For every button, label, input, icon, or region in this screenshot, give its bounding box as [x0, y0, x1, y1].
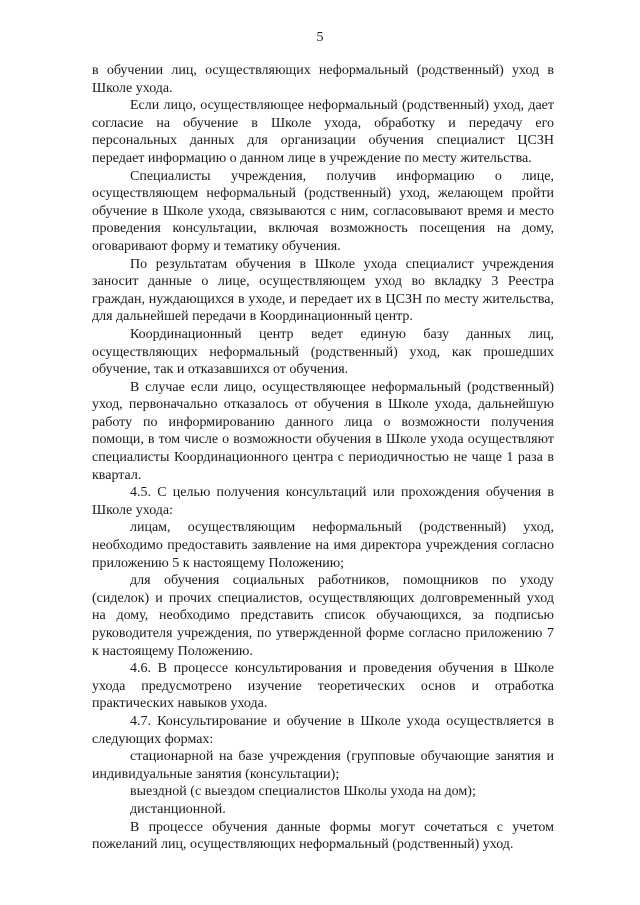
paragraph-continuation: в обучении лиц, осуществляющих неформальный (родственный) уход в Школе ухода.	[92, 63, 554, 96]
page-number: 5	[316, 30, 324, 45]
paragraph-4-5: 4.5. С целью получения консультаций или прохождения обучения в Школе ухода:	[92, 485, 554, 518]
paragraph-4-6: 4.6. В процессе консультирования и проведения обучения в Школе ухода предусмотрено изучение теоретических основ и отработка практических навыков ухода.	[92, 661, 554, 712]
paragraph-refusal: В случае если лицо, осуществляющее неформальный (родственный) уход, первоначально отказалось от обучения в Школе ухода, дальнейшую работу по информированию данного лица о возможности получения помощи, в том числе о возможности обучения в Школе ухода осуществляют специалисты Координационного центра с периодичностью не чаще 1 раза в квартал.	[92, 379, 554, 483]
paragraph-results: По результатам обучения в Школе ухода специалист учреждения заносит данные о лице, осуществляющем уход во вкладку 3 Реестра граждан, нуждающихся в уходе, и передает их в ЦСЗН по месту жительства, для дальнейшей передачи в Координационный центр.	[92, 256, 554, 325]
paragraph-4-5-item-1: лицам, осуществляющим неформальный (родственный) уход, необходимо предоставить заявление на имя директора учреждения согласно приложению 5 к настоящему Положению;	[92, 520, 554, 571]
paragraph-4-7-form-remote: дистанционной.	[130, 801, 226, 817]
paragraph-consent: Если лицо, осуществляющее неформальный (родственный) уход, дает согласие на обучение в Школе ухода, обработку и передачу его персональных данных для организации обучения специалист ЦСЗН передает информацию о данном лице в учреждение по месту жительства.	[92, 98, 554, 166]
paragraph-closing: В процессе обучения данные формы могут сочетаться с учетом пожеланий лиц, осуществляющих неформальный (родственный) уход.	[92, 819, 554, 853]
paragraph-4-7-form-visiting: выездной (с выездом специалистов Школы ухода на дом);	[130, 784, 476, 800]
paragraph-4-7: 4.7. Консультирование и обучение в Школе ухода осуществляется в следующих формах:	[92, 713, 554, 747]
paragraph-coordination-center: Координационный центр ведет единую базу данных лиц, осуществляющих неформальный (родственный) уход, как прошедших обучение, так и отказавшихся от обучения.	[92, 326, 554, 378]
paragraph-4-7-form-stationary: стационарной на базе учреждения (групповые обучающие занятия и индивидуальные занятия (консультации);	[92, 749, 554, 782]
document-body	[92, 62, 554, 854]
paragraph-specialists: Специалисты учреждения, получив информацию о лице, осуществляющем неформальный (родственный) уход, желающем пройти обучение в Школе ухода, связываются с ним, согласовывают время и место проведения консультации, включая возможность посещения на дому, оговаривают форму и тематику обучения.	[92, 168, 554, 254]
paragraph-4-5-item-2: для обучения социальных работников, помощников по уходу (сиделок) и прочих специалистов, осуществляющих долговременный уход на дому, необходимо представить список обучающихся, за подписью руководителя учреждения, по утвержденной форме согласно приложению 7 к настоящему Положению.	[92, 573, 554, 659]
